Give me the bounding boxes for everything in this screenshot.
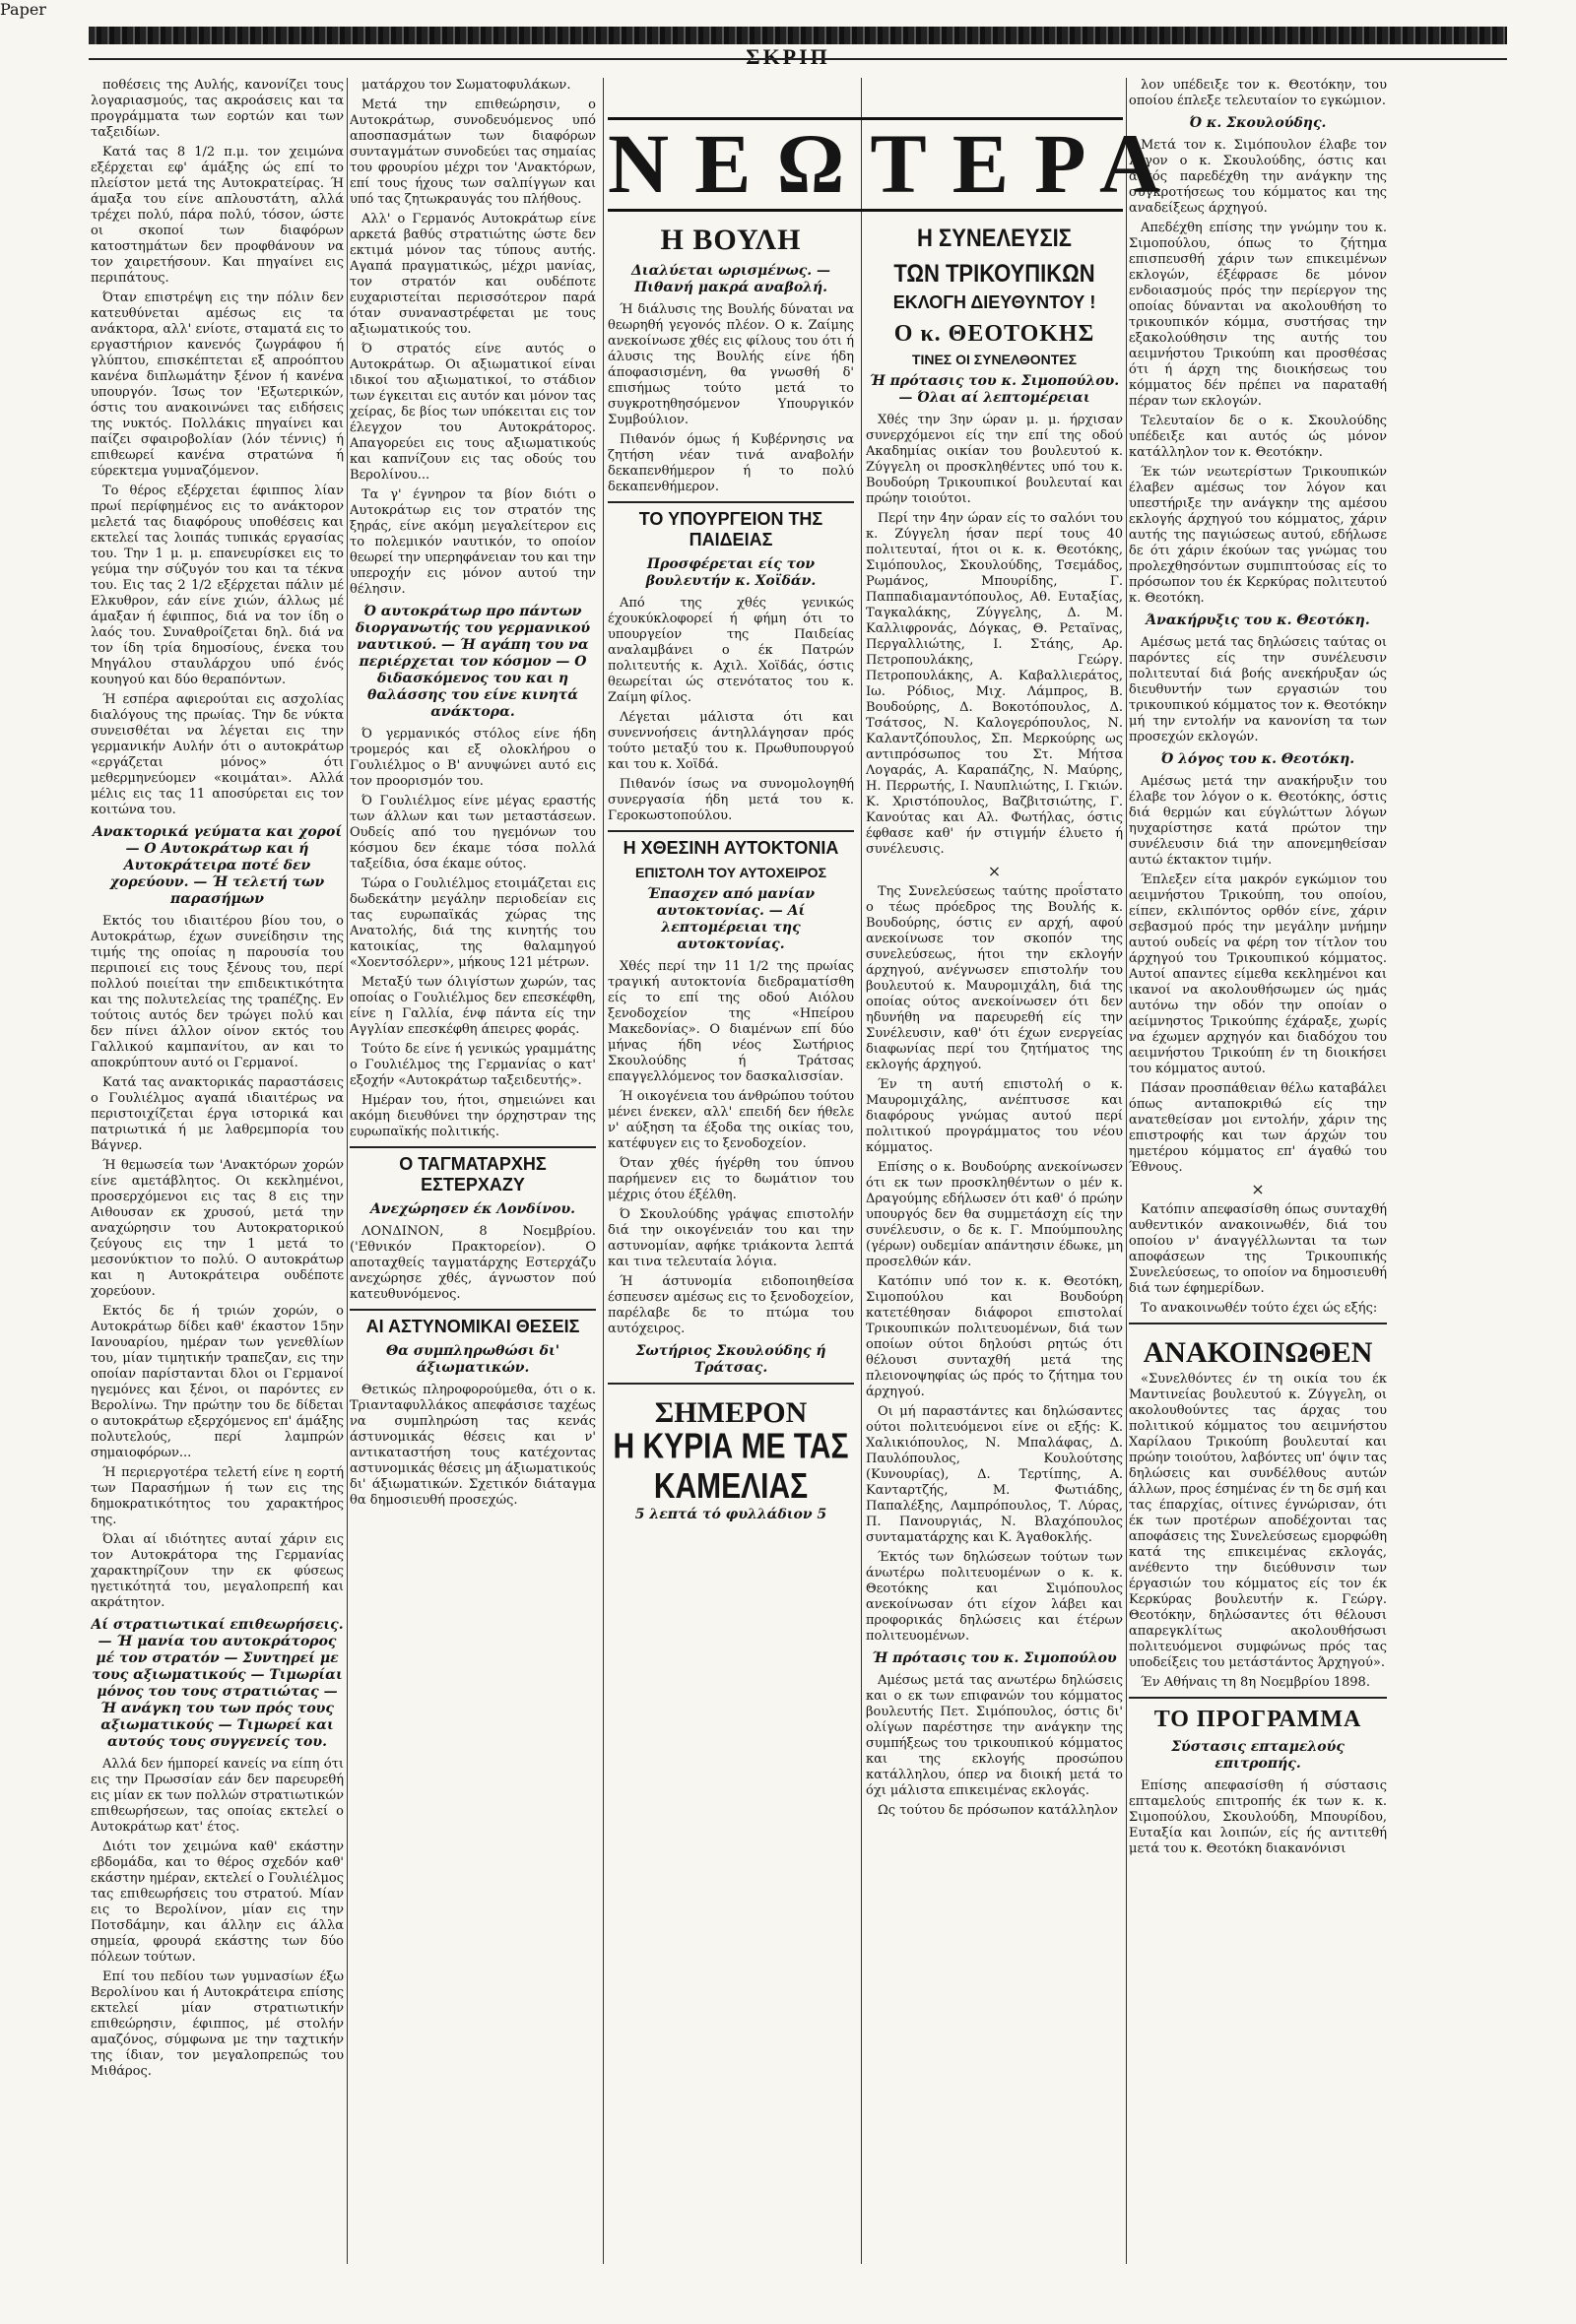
autoktonia-headline: Η ΧΘΕΣΙΝΗ ΑΥΤΟΚΤΟΝΙΑ bbox=[623, 838, 839, 858]
paragraph: Έν τη αυτή επιστολή ο κ. Μαυρομιχάλης, ανέπτυσσε και διαφόρους γνώμας αυτού περί πολιτικού προγράμματος του νέου κόμματος. bbox=[866, 1077, 1123, 1155]
column-rule bbox=[347, 78, 348, 2264]
paragraph: Το θέρος εξέρχεται έφιππος λίαν πρωί περίφημένος εις το ανάκτορον μελετά τας διαφόρους υποθέσεις και εκτελεί τας λοιπάς τυπικάς εργασίας του. Την 1 μ. μ. επανευρίσκει εις το γεύμα την σύζυγόν του και τα τέκνα του. Εις τας 2 1/2 εξέρχεται πάλιν μέ Ελκυθρον, εάν είνε χιών, άλλως μέ άμαξαν ή έφιππος, διά να τον ίδη ο λαός του. Συναθροίζεται δηλ. διά να τον ίδη τρία δημοσίους, ένεκα του Μηγάλου σταυλάρχου υπό ένός κουηγού και δύο θεραπόντων. bbox=[91, 484, 344, 687]
paragraph: Τελευταίον δε ο κ. Σκουλούδης υπέδειξε και αυτός ώς μόνον κατάλληλον τον κ. Θεοτόκην. bbox=[1129, 414, 1387, 460]
paragraph: Ό Σκουλούδης γράψας επιστολήν διά την οικογένειάν του και την αστυνομίαν, αφήκε τριάκοντα λεπτά και τινα τελευταία λόγια. bbox=[608, 1207, 854, 1269]
column-2 bbox=[350, 78, 596, 1513]
police-subheading: Θα συμπληρωθώσι δι' άξιωματικών. bbox=[385, 1343, 560, 1376]
paragraph: «Συνελθόντες έν τη οικία του έκ Μαντινείας βουλευτού κ. Ζύγγελη, οι ακολουθούντες τας άρχας του πολιτικού κόμματος του αειμνήστου Χαρίλαου Τρικούπη βουλευταί και πρώην τοιούτου, λαβόντες υπ' όψιν τας δηλώσεις και συνδέλθους αυτών άλλων, προς έσημένας έν τη δε σμή και τας έπαρχίας, οίτινες έγνώρισαν, ότι έκ των προτέρων αποδέχονται τας αποφάσεις της Συνελεύσεως εμορφώθη κατά της επικειμένας εκλογάς, ανέθεντο την διεύθυνσιν των έργασιών του κόμματος είς τον έκ Κερκύρας βουλευτήν κ. Γεώργ. Θεοτόκην, δηλώσαντες ότι θέλουσι απαρεγκλίτως ακολουθήσωσι πολιτευόμενοι συμφώνως πρός τας υποδείξεις του μετάστάντος Άρχηγού». bbox=[1129, 1372, 1387, 1670]
paragraph: Ή διάλυσις της Βουλής δύναται να θεωρηθή γεγονός πλέον. Ο κ. Ζαίμης ανεκοίνωσε χθές εις φίλους του ότι ή άλυσις της Βουλής είνε ήδη άποφασισμένη, θα γνωσθή δ' επισήμως τούτο μετά το συγκροτηθησόμενον Υπουργικόν Συμβούλιον. bbox=[608, 302, 854, 427]
voulh-subheading: Διαλύεται ωρισμένως. — Πιθανή μακρά αναβολή. bbox=[630, 263, 831, 295]
paragraph: Της Συνελεύσεως ταύτης προΐστατο ο τέως πρόεδρος της Βουλής κ. Βουδούρης, όστις εν αρχή, αφού ανεκοίνωσε τον σκοπόν της συνελεύσεως, ήτοι την εκλογήν άρχηγού, ανέγνωσεν επιστολήν του βουλευτού κ. Μαυρομιχάλη, διά της οποίας ούτος ανεκοίνωσεν ότι δεν ηδυνήθη να παρευρεθή είς την Συνέλευσιν, καθ' ότι έχων ενεργείας διαφωνίας περί του ζητήματος της εκλογής άρχηγού. bbox=[866, 884, 1123, 1072]
anakoinothen-headline: ΑΝΑΚΟΙΝΩΘΕΝ bbox=[1143, 1336, 1373, 1369]
trikoupikon-headline: ΤΩΝ ΤΡΙΚΟΥΠΙΚΩΝ bbox=[893, 259, 1095, 288]
paragraph: Μετά τον κ. Σιμόπουλον έλαβε τον λόγον ο κ. Σκουλούδης, όστις και αυτός παρεδέχθη την ανάγκην της συγκροτήσεως του κόμματος και της αναδείξεως άρχηγού. bbox=[1129, 138, 1387, 216]
paragraph: Κατά τας ανακτορικάς παραστάσεις ο Γουλιέλμος αγαπά ιδιαιτέρως να περιστοιχίζεται έργα ιστορικά και πατριωτικά ή με λαθρεμπορία του Βάγνερ. bbox=[91, 1075, 344, 1153]
separator bbox=[1129, 1697, 1387, 1699]
paragraph: Ή θεμωσεία των 'Ανακτόρων χορών είνε αμετάβλητος. Οι κεκλημένοι, προσερχόμενοι εις τας 8 εις την Αιθουσαν εκ χρυσού, μετά την αναχώρησιν του Αυτοκρατορικού ζεύγους εις την 1 μετά το μεσονύκτιον το πολύ. Ο αυτοκράτωρ και η Αυτοκράτειρα ουδέποτε χορεύουν. bbox=[91, 1158, 344, 1299]
paragraph: Έν Αθήναις τη 8η Νοεμβρίου 1898. bbox=[1141, 1675, 1370, 1690]
separator bbox=[608, 1383, 854, 1385]
column-1 bbox=[91, 78, 344, 2084]
paragraph: Χθές περί την 11 1/2 της πρωίας τραγική αυτοκτονία διεδραματίσθη είς το επί της οδού Αιόλου ξενοδοχείον της «Ηπείρου Μακεδονίας». Ο διαμένων επί δύο μήνας ήδη νέος Σωτήριος Σκουλούδης ή Τράτσας επαγγελλόμενος τον δασκαλισσίαν. bbox=[608, 959, 854, 1084]
col4-paragraphs-3 bbox=[866, 1673, 1123, 1819]
syneleusis-headline: Η ΣΥΝΕΛΕΥΣΙΣ bbox=[917, 224, 1072, 252]
column-rule bbox=[861, 78, 862, 2264]
epistolh-headline: ΕΠΙΣΤΟΛΗ ΤΟΥ ΑΥΤΟΧΕΙΡΟΣ bbox=[635, 865, 826, 880]
col5-paragraphs-5 bbox=[1129, 1202, 1387, 1317]
voulh-paragraphs bbox=[608, 302, 854, 495]
col5-paragraphs bbox=[1129, 78, 1387, 109]
paragraph: Τα γ' έγνηρον τα βίον διότι ο Αυτοκράτωρ εις τον στρατόν της ξηράς, είνε ακόμη μεγαλείτερον εις το πολεμικόν ναυτικόν, το οποίον θεωρεί την υπερηφάνειαν του και την υπεροχήν εις μόνον αυτού την θέλησιν. bbox=[350, 487, 596, 597]
paragraph: Έκτός των δηλώσεων τούτων των άνωτέρω πολιτευομένων ο κ. κ. Θεοτόκης και Σιμόπουλος ανεκοίνωσαν ότι είχον λάβει και προφορικάς δηλώσεις και έτέρων πολιτευομένων. bbox=[866, 1550, 1123, 1644]
col2-paragraphs bbox=[350, 78, 596, 598]
paragraph: Το ανακοινωθέν τούτο έχει ώς εξής: bbox=[1141, 1301, 1378, 1316]
paragraph: Ό στρατός είνε αυτός ο Αυτοκράτωρ. Οι αξιωματικοί είναι ιδικοί του αξιωματικοί, το στάδιον των έγκειται εις αυτόν και μόνον τας χείρας, δε βίος των υπόκειται εις τον έλεγχον του Αυτοκράτορος. Απαγορεύει εις τους αξιωματικούς και καπνίζουν εις τας οδούς του Βερολίνου... bbox=[350, 342, 596, 483]
programma-subheading: Σύστασις επταμελούς επιτροπής. bbox=[1171, 1739, 1345, 1772]
paideia-headline: ΤΟ ΥΠΟΥΡΓΕΙΟΝ ΤΗΣ ΠΑΙΔΕΙΑΣ bbox=[638, 509, 823, 549]
column-rule bbox=[603, 78, 604, 2264]
col5-subheading-3: Ό λόγος του κ. Θεοτόκη. bbox=[1160, 751, 1355, 767]
voulh-headline: Η ΒΟΥΛΗ bbox=[660, 224, 802, 256]
theotokis-headline: Ο κ. ΘΕΟΤΟΚΗΣ bbox=[893, 321, 1095, 347]
separator bbox=[1129, 1323, 1387, 1324]
police-headline: ΑΙ ΑΣΤΥΝΟΜΙΚΑΙ ΘΕΣΕΙΣ bbox=[365, 1317, 580, 1336]
paragraph: Τώρα ο Γουλιέλμος ετοιμάζεται εις δωδεκάτην μεγάλην περιοδείαν εις τας ευρωπαϊκάς χώρας της Ανατολής, διά της κινητής του κατοικίας, της θαλαμηγού «Χοεντσόλερν», μήκους 121 μέτρων. bbox=[350, 876, 596, 970]
paragraph: Πιθανόν όμως ή Κυβέρνησις να ζητήση νέαν τινά αναβολήν δεκαπενθήμερον ή το πολύ δεκαπενθήμερον. bbox=[608, 432, 854, 494]
paragraph: Χθές την 3ην ώραν μ. μ. ήρχισαν συνερχόμενοι είς την επί της οδού Ακαδημίας οικίαν του βουλευτού κ. Ζύγγελη οι προσκληθέντες υπό του κ. Βουδούρη Τρικουπικοί βουλευταί και πρώην τοιούτοι. bbox=[866, 413, 1123, 506]
paragraph: Ή άστυνομία ειδοποιηθείσα έσπευσεν αμέσως εις το ξενοδοχείον, παρέλαβε δε το πτώμα του αυτόχειρος. bbox=[608, 1274, 854, 1336]
column-5 bbox=[1129, 78, 1387, 1861]
paragraph: Όλαι αί ιδιότητες αυταί χάριν εις τον Αυτοκράτορα της Γερμανίας χαρακτηρίζουν την εκ φύσεως ηγετικότητά του, μεγαλοπρεπή και ακράτητον. bbox=[91, 1532, 344, 1610]
paragraph: Περί την 4ην ώραν είς το σαλόνι του κ. Ζύγγελη ήσαν περί τους 40 πολιτευταί, ήτοι οι κ. κ. Θεοτόκης, Σιμόπουλος, Σκουλούδης, Τσεμάδος, Ρωμάνος, Μπουρίδης, Γ. Παππαδιαμαντόπουλος, Αθ. Ευταξίας, Ταγκαλάκης, Ζύγγελης, Δ. Μ. Καλλιφρονάς, Δόγκας, Θ. Ρεταϊνας, Περγαλλιώτης, Ι. Στάης, Αρ. Πετροπουλάκης, Γεώργ. Πετροπουλάκης, Α. Καβαλλιεράτος, Ιω. Ρόδιος, Μιχ. Λάμπρος, Β. Βουδούρης, Δ. Βοκοτόπουλος, Δ. Τσάτσος, Ν. Καλογερόπουλος, Ν. Καλαντζόπουλος, Σπ. Μερκούρης ως αντιπρόσωπος του Στ. Μήτσα Λογαράς, Α. Καραπάζης, Ν. Μαύρης, Η. Περρωτής, Ι. Ναυπλιώτης, Ι. Γκιών. Κ. Χριστόπουλος, Βαζβιτσιώτης, Γ. Κανούτας και Αλ. Φωτήλας, όστις έφθασε καθ' ήν στιγμήν έλυετο ή συνέλευσις. bbox=[866, 511, 1123, 857]
col5-paragraphs-2 bbox=[1129, 138, 1387, 607]
top-ornament-bar bbox=[89, 27, 1507, 44]
paragraph: Οι μή παραστάντες και δηλώσαντες ούτοι πολιτευόμενοι είνε οι εξής: Κ. Χαλικιόπουλος, Ν. Μπαλάφας, Δ. Παυλόπουλος, Κουλούτσης (Κυνουρίας), Δ. Τερτίπης, Α. Κανταρτζής, Μ. Φωτιάδης, Παπαλέξης, Λαμπρόπουλος, Τ. Λύρας, Π. Πανουργιάς, Ν. Βλαχόπουλος συνταματάρχης και Κ. Άγαθοκλής. bbox=[866, 1404, 1123, 1545]
kamelias-headline: Η ΚΥΡΙΑ ΜΕ ΤΑΣ ΚΑΜΕΛΙΑΣ bbox=[613, 1427, 849, 1507]
paragraph: Ό Γουλιέλμος είνε μέγας εραστής των άλλων και των μεταστάσεων. Ουδείς από του ηγεμόνων του κόσμου δεν έκαμε τόσα πολλά ταξείδια, όσα έκαμε ούτος. bbox=[350, 794, 596, 872]
paragraph: Αλλά δεν ήμπορεί κανείς να είπη ότι εις την Πρωσσίαν εάν δεν παρευρεθή εις μίαν εκ των πολλών στρατιωτικών επιθεωρήσεων, τας οποίας εκτελεί ο Αυτοκράτωρ κατ' έτος. bbox=[91, 1757, 344, 1835]
paragraph: Κατά τας 8 1/2 π.μ. τον χειμώνα εξέρχεται εφ' άμάξης ώς επί το πλείστον μετά της Αυτοκρατείρας. Ή άμαξα του είνε απλουστάτη, αλλά τρέχει πολύ, πάρα πολύ, τόσον, ώστε οι σκοποί των διαφόρων κατοστημάτων δεν προφθάνουν να τον χαιρετήσουν. Και πηγαίνει εις περιπάτους. bbox=[91, 145, 344, 286]
autoktonia-signature: Σωτήριος Σκουλούδης ή Τράτσας. bbox=[635, 1343, 826, 1376]
autoktonia-paragraphs bbox=[608, 959, 854, 1337]
col2-subheading: Ό αυτοκράτωρ προ πάντων διοργανωτής του γερμανικού ναυτικού. — Ή αγάπη του να περιέρχεται τον κόσμον — Ο διδασκόμενος του και η θαλάσσης του είνε κινητά ανάκτορα. bbox=[355, 604, 591, 720]
paragraph: Όταν επιστρέψη εις την πόλιν δεν κατευθύνεται αμέσως εις τα ανάκτορα, αλλ' ενίοτε, σταματά εις το εργαστήριον κανενός ζωγράφου ή γλύπτου, επισκέπτεται εξ απροόπτου κανένα διπλωμάτην ξένον ή κανένα υπουργόν. Ίσως τον 'Εξωτερικών, όστις του ανακοινώνει τας ειδήσεις της νυκτός. Πολλάκις πηγαίνει και παίζει σφαιροβολίαν (λόν τέννις) ή επιθεωρεί κανένα στρατώνα ή εύρεκτεμα γυμναζόμενον. bbox=[91, 290, 344, 479]
newspaper-page bbox=[0, 19, 1576, 2324]
paragraph: ποθέσεις της Αυλής, κανονίζει τους λογαριασμούς, τας ακροάσεις και τα προγράμματα των εορτών και των ταξειδίων. bbox=[91, 78, 344, 140]
col5-paragraphs-6 bbox=[1129, 1372, 1387, 1691]
col1-subheading-2: Αί στρατιωτικαί επιθεωρήσεις. — Ή μανία του αυτοκράτορος μέ τον στρατόν — Συντηρεί με τους αξιωματικούς — Τιμωρίαι μόνος του τους στρατιώτας — Ή ανάγκη του των πρός τους αξιωματικούς — Τιμωρεί και αυτούς τους συγγενείς του. bbox=[91, 1617, 344, 1750]
ekloge-headline: ΕΚΛΟΓΗ ΔΙΕΥΘΥΝΤΟΥ ! bbox=[892, 292, 1096, 312]
paragraph: Αλλ' ο Γερμανός Αυτοκράτωρ είνε αρκετά βαθύς στρατιώτης ώστε δεν εκτιμά μόνον τας τύπους αυτής. Αγαπά πραγματικώς, μέχρι μανίας, τον στρατόν και ουδέποτε ευχαριστείται περισσότερον παρά όταν συναναστρέφεται με τους αξιωματικούς του. bbox=[350, 212, 596, 337]
paragraph: Επίσης απεφασίσθη ή σύστασις επταμελούς επιτροπής έκ των κ. κ. Σιμοπούλου, Σκουλούδη, Μπουρίδου, Ευταξία και λοιπών, είς ής αντιτεθή μετά του κ. Θεοτόκη διακανόνισι bbox=[1129, 1778, 1387, 1856]
sterhazy-headline: Ο ΤΑΓΜΑΤΑΡΧΗΣ ΕΣΤΕΡΧΑΖΥ bbox=[399, 1154, 547, 1194]
separator bbox=[608, 830, 854, 832]
col1-paragraphs-2 bbox=[91, 914, 344, 1611]
paragraph: Όταν χθές ήγέρθη του ύπνου παρήμενεν εις το δωμάτιον του μέχρις ότου έξέλθη. bbox=[608, 1156, 854, 1202]
column-3 bbox=[608, 216, 854, 1529]
paragraph: Αμέσως μετά την ανακήρυξιν του έλαβε τον λόγον ο κ. Θεοτόκης, όστις διά θερμών και εύγλώττων λόγων ηυχαρίστησε κατά πρώτον την συνέλευσιν διά την απονεμηθείσαν αυτώ έκτακτον τιμήν. bbox=[1129, 774, 1387, 868]
paragraph: Κατόπιν απεφασίσθη όπως συνταχθή αυθεντικόν ανακοινωθέν, διά του οποίου ν' άναγγέλλωνται τα των αποφάσεων της Τρικουπικής Συνελεύσεως, το οποίον να δημοσιευθή διά των έφημερίδων. bbox=[1129, 1202, 1387, 1296]
paideia-paragraphs bbox=[608, 596, 854, 824]
separator bbox=[608, 501, 854, 503]
paragraph: Ή εσπέρα αφιερούται εις ασχολίας διαλόγους της πρωίας. Την δε νύκτα συνεισθέται να λέγεται εις την γερμανικήν Αυλήν ότι ο αυτοκράτωρ «εργάζεται μόνος» ότι μεθερμηνεύομεν «κοιμάται». Αλλά μέλις εις τας 11 αποσύρεται εις τον κοιτώνα του. bbox=[91, 692, 344, 817]
col5-paragraphs-4 bbox=[1129, 774, 1387, 1176]
masthead-neotera: ΝΕΩΤΕΡΑ bbox=[608, 116, 1187, 211]
paragraph: ματάρχου τον Σωματοφυλάκων. bbox=[361, 78, 571, 93]
paragraph: Πιθανόν ίσως να συνομολογηθή συνεργασία ήδη μετά του κ. Γεροκωστοπούλου. bbox=[608, 777, 854, 823]
paragraph: Λέγεται μάλιστα ότι και συνεννοήσεις άντηλλάγησαν πρός τούτο μεταξύ του κ. Πρωθυπουργού και του κ. Χοϊδά. bbox=[608, 710, 854, 772]
price-line: 5 λεπτά τό φυλλάδιον 5 bbox=[634, 1507, 827, 1522]
paragraph: Από της χθές γενικώς έχουκύκλοφορεί ή φήμη ότι το υπουργείον της Παιδείας αναλαμβάνει ο έκ Πατρών πολιτευτής κ. Αχιλ. Χοϊδάς, όστις θεωρείται ώς στενότατος του κ. Ζαίμη φίλος. bbox=[608, 596, 854, 705]
col5-subheading-2: Άνακήρυξις του κ. Θεοτόκη. bbox=[1146, 613, 1370, 628]
paragraph: Αμέσως μετά τας δηλώσεις ταύτας οι παρόντες είς την συνέλευσιν πολιτευταί διά βοής ανεκήρυξαν ώς διευθυντήν των εργασιών του τρικουπικού κόμματος τον κ. Θεοτόκην μή την εντολήν να κανονίση τα των προσεχών εκλογών. bbox=[1129, 635, 1387, 744]
autoktonia-subheading: Έπασχεν από μανίαν αυτοκτονίας. — Αί λεπτομέρειαι της αυτοκτονίας. bbox=[646, 886, 816, 952]
synelthontes-headline: ΤΙΝΕΣ ΟΙ ΣΥΝΕΛΘΟΝΤΕΣ bbox=[911, 352, 1078, 367]
paragraph: Επίσης ο κ. Βουδούρης ανεκοίνωσεν ότι εκ των προσκληθέντων ο μέν κ. Δραγούμης εδήλωσεν ότι καθ' ό πρώην υπουργός δεν θα συμμετάσχη είς την συνέλευσιν, ο δε κ. Γ. Μπούμπουλης (γέρων) ουδεμίαν απάντησιν έδωκε, μη προσελθών κάν. bbox=[866, 1160, 1123, 1269]
col2-paragraphs-2 bbox=[350, 727, 596, 1140]
col5-paragraphs-7 bbox=[1129, 1778, 1387, 1857]
column-rule bbox=[1126, 78, 1127, 2264]
paragraph: Ή περιεργοτέρα τελετή είνε η εορτή των Παρασήμων ή των εις της δημοκρατικότητος του χαρακτήρος της. bbox=[91, 1465, 344, 1527]
separator bbox=[350, 1309, 596, 1311]
sterhazy-subheading: Ανεχώρησεν έκ Λονδίνου. bbox=[369, 1201, 576, 1217]
paragraph: Διότι τον χειμώνα καθ' εκάστην εβδομάδα, και το θέρος σχεδόν καθ' εκάστην ημέραν, εκτελεί ο Γουλιέλμος τας επιθεωρήσεις του στρατού. Μίαν εις το Βερολίνον, μίαν εις την Ποτσδάμην, και άλλην εις άλλα σημεία, φρουρά εκάστης των δύο πόλεων τούτων. bbox=[91, 1840, 344, 1965]
paragraph: Αμέσως μετά τας ανωτέρω δηλώσεις και ο εκ των επιφανών του κόμματος βουλευτής Πετ. Σιμόπουλος, όστις δι' ολίγων παρέστησε την ανάγκην της συμπήξεως του τρικουπικού κόμματος και της εκλογής προσώπου κατάλληλου, όπερ να διοική μετά το όχι μάλιστα επικειμένας εκλογάς. bbox=[866, 1673, 1123, 1798]
shmeron-headline: ΣΗΜΕΡΟΝ bbox=[654, 1396, 808, 1429]
col4-subheading: Ή πρότασις του κ. Σιμοπούλου. — Όλαι αί λεπτομέρειαι bbox=[869, 373, 1120, 406]
paragraph: Ως τούτου δε πρόσωπον κατάλληλον bbox=[878, 1803, 1118, 1818]
cross-ornament: × bbox=[987, 862, 1002, 880]
col1-subheading: Ανακτορικά γεύματα και χοροί — Ο Αυτοκράτωρ και ή Αυτοκράτειρα ποτέ δεν χορεύουν. — Ή τελετή των παρασήμων bbox=[92, 824, 343, 907]
running-title: ΣΚΡΙΠ bbox=[746, 44, 830, 69]
paragraph: Εκτός του ιδιαιτέρου βίου του, ο Αυτοκράτωρ, έχων συνείδησιν της τιμής της οποίας η παρουσία του περιποιεί εις τους ξένους του, περί πολλού ποιείται την επιδεικτικότητα και της πολυτελείας της τραπέζης. Εν τούτοις αυτός δεν τρώγει πολύ και δεν πίνει άλλον οίνον εκτός του Γαλλικού καμπανίτου, αν και το αποκρύπτουν αυτό οι Γερμανοί. bbox=[91, 914, 344, 1070]
paragraph: Ημέραν του, ήτοι, σημειώνει και ακόμη διευθύνει την όρχηστραν της ευρωπαϊκής πολιτικής. bbox=[350, 1093, 596, 1139]
paragraph: Πάσαν προσπάθειαν θέλω καταβάλει όπως ανταποκριθώ είς την ανατεθείσαν μοι εντολήν, χάριν της επιστροφής και των άρχών του ημετέρου κόμματος επ' άγαθώ του Έθνους. bbox=[1129, 1081, 1387, 1175]
col5-paragraphs-3 bbox=[1129, 635, 1387, 745]
paragraph: Μεταξύ των όλιγίστων χωρών, τας οποίας ο Γουλιέλμος δεν επεσκέφθη, είνε η Γαλλία, ένφ πάντα είς την Αγγλίαν επεσκέφθη άπειρες φοράς. bbox=[350, 975, 596, 1037]
col1-paragraphs bbox=[91, 78, 344, 818]
sterhazy-paragraph: ΛΟΝΔΙΝΟΝ, 8 Νοεμβρίου. ('Εθνικόν Πρακτορείον). Ο αποταχθείς ταγματάρχης Εστερχάζυ ανεχώρησε χθές, άγνωστον πού κατευθυνόμενος. bbox=[350, 1224, 596, 1302]
paragraph: Εκτός δε ή τριών χορών, ο Αυτοκράτωρ δίδει καθ' έκαστον 15ην Ιανουαρίου, ημέραν των γενεθλίων του, μίαν τιμητικήν τραπεζαν, εις την οποίαν παρίστανται δλοι οι Γερμανοί ηγεμόνες και ξένοι, οι παρόντες εν Βερολίνω. Την πρώτην του δε δίδεται ο αυτοκράτωρ εξερχόμενος επ' άμάξης πολυτελούς, περί λαμπρών σημαιοφόρων... bbox=[91, 1304, 344, 1460]
paragraph: λον υπέδειξε τον κ. Θεοτόκην, του οποίου έπλεξε τελευταίον το εγκώμιον. bbox=[1129, 78, 1387, 108]
paideia-subheading: Προσφέρεται είς τον βουλευτήν κ. Χοϊδάν. bbox=[645, 556, 817, 589]
paragraph: Μετά την επιθεώρησιν, ο Αυτοκράτωρ, συνοδευόμενος υπό αποσπασμάτων των διαφόρων συνταγμάτων συνοδεύει τας σημαίας του φρουρίου μέχρι τον 'Ανακτόρων, επί τους ήχους των σαλπίγγων και υπό τας ζητωκραυγάς του πλήθους. bbox=[350, 97, 596, 207]
col5-subheading: Ό κ. Σκουλούδης. bbox=[1189, 115, 1327, 131]
paragraph: Κατόπιν υπό τον κ. κ. Θεοτόκη, Σιμοπούλου και Βουδούρη κατετέθησαν διάφοροι επιστολαί Τρικουπικών πολιτευομένων, διά των οποίων ούτοι δηλούσι ρητώς ότι θέλουσι συνταχθή μετά της πλειονοψηφίας ώς πρός το ζήτημα του άρχηγού. bbox=[866, 1274, 1123, 1399]
col4-subheading-2: Ή πρότασις του κ. Σιμοπούλου bbox=[872, 1650, 1117, 1666]
programma-headline: ΤΟ ΠΡΟΓΡΑΜΜΑ bbox=[1153, 1707, 1362, 1732]
top-rule bbox=[89, 58, 1507, 60]
col1-paragraphs-3 bbox=[91, 1757, 344, 2080]
col4-paragraphs bbox=[866, 413, 1123, 858]
paragraph: Απεδέχθη επίσης την γνώμην του κ. Σιμοπούλου, όπως το ζήτημα επισπευσθή χάριν των επικειμένων εκλογών, έξέφρασε δε μόνον ενδοιασμούς πρός την περίεργον της οποίας δύνανται να ακολουθήση το τρικουπικόν κόμμα, συστήσας την εξακολούθησιν της αυτής του αειμνήστου Τρικούπη και προσθέσας ότι ή άρχη της διοικήσεως του κόμματος δέν πρέπει να παραταθή πέραν των εκλογών. bbox=[1129, 221, 1387, 409]
cross-ornament: × bbox=[1251, 1180, 1265, 1198]
paragraph: Ή οικογένεια του άνθρώπου τούτου μένει ένεκεν, αλλ' επειδή δεν ήθελε ν' αύξηση τα έξοδα της οικίας του, κατέφυγεν εις το ξενοδοχείον. bbox=[608, 1089, 854, 1151]
paragraph: Επί του πεδίου των γυμνασίων έξω Βερολίνου και ή Αυτοκράτειρα επίσης εκτελεί μίαν στρατιωτικήν επιθεώρησιν, έφιππος, μέ στολήν αμαζόνος, σύμφωνα με την ταχτικήν της ίδιαν, τον μεγαλοπρεπώς του Μιθάρος. bbox=[91, 1969, 344, 2079]
column-4 bbox=[866, 216, 1123, 1823]
paragraph: Έπλεξεν είτα μακρόν εγκώμιον του αειμνήστου Τρικούπη, του οποίου, είπεν, εκλιπόντος ορθόν είνε, χάριν σεβασμού πρός την μεγάλην μνήμην αυτού ουδείς να φέρη τον τίτλον του άρχηγού του Τρικουπικού κόμματος. Αυτοί απαντες είμεθα κεκλημένοι και ικανοί να ακολουθήσωμεν ώς ημάς αυτόνω την οδόν την οποίαν ο αείμνηστος Τρικούπης έχάραξε, χωρίς να έχωμεν αρχηγόν και διαδόχου του αειμνήστου Τρικούπη έν τη διοικήσει του κόμματος αυτού. bbox=[1129, 872, 1387, 1076]
paragraph: Ό γερμανικός στόλος είνε ήδη τρομερός και εξ ολοκλήρου ο Γουλιέλμος ο Β' ανυψώνει αυτό εις τον προορισμόν του. bbox=[350, 727, 596, 789]
paragraph: Τούτο δε είνε ή γενικώς γραμμάτης ο Γουλιέλμος της Γερμανίας ο κατ' εξοχήν «Αυτοκράτωρ ταξειδευτής». bbox=[350, 1042, 596, 1088]
separator bbox=[350, 1146, 596, 1148]
paragraph: Έκ τών νεωτερίστων Τρικουπικών έλαβεν αμέσως τον λόγον και υπεστήριξε την ανάγκην της αμέσου εκλογής άρχηγού του κόμματος, χάριν αυτής της παγιώσεως αυτού, εδήλωσε δε ότι χάριν έκούων τας γνώμας του προλεχθησόντων συμπιπτούσας είς το πρόσωπον του έκ Κερκύρας πολιτευτού κ. Θεοτόκη. bbox=[1129, 465, 1387, 606]
police-paragraph: Θετικώς πληροφορούμεθα, ότι ο κ. Τριανταφυλλάκος απεφάσισε ταχέως να συμπληρώση τας κενάς άστυνομικάς θέσεις και ν' αντικαταστήση τους κατέχοντας αστυνομικάς θέσεις μη άξιωματικούς δι' άξιωματικών. Σχετικόν διάταγμα θα δημοσιευθή προσεχώς. bbox=[350, 1383, 596, 1508]
col4-paragraphs-2 bbox=[866, 884, 1123, 1645]
